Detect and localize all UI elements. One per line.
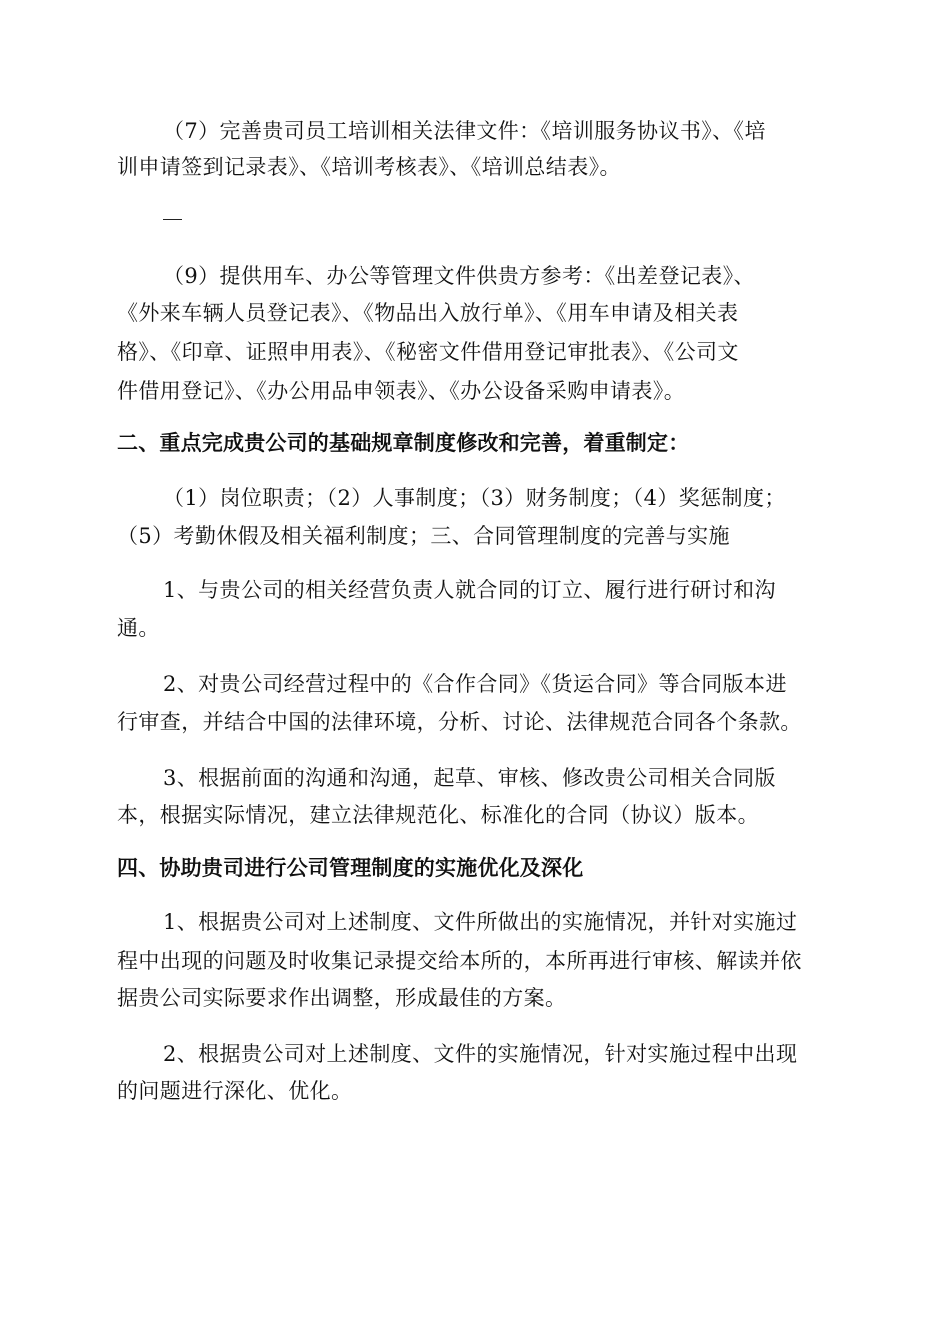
contract-item-1-line-1: 1、与贵公司的相关经营负责人就合同的订立、履行进行研讨和沟 [163, 578, 776, 602]
section-4-item-2-line-1: 2、根据贵公司对上述制度、文件的实施情况，针对实施过程中出现 [163, 1042, 798, 1066]
separator-dash [163, 219, 182, 220]
section-4-item-1-line-2: 程中出现的问题及时收集记录提交给本所的，本所再进行审核、解读并依 [117, 949, 802, 973]
contract-item-3-line-2: 本，根据实际情况，建立法律规范化、标准化的合同（协议）版本。 [117, 803, 759, 827]
section-4-item-1-line-1: 1、根据贵公司对上述制度、文件所做出的实施情况，并针对实施过 [163, 910, 798, 934]
contract-item-2-line-2: 行审查，并结合中国的法律环境，分析、讨论、法律规范合同各个条款。 [117, 710, 802, 734]
contract-item-2-line-1: 2、对贵公司经营过程中的《合作合同》《货运合同》等合同版本进 [163, 672, 787, 696]
contract-item-1-line-2: 通。 [117, 616, 160, 640]
paragraph-7-line-1: （7）完善贵司员工培训相关法律文件：《培训服务协议书》、《培 [163, 119, 766, 143]
section-2-items-line-2: （5）考勤休假及相关福利制度；三、合同管理制度的完善与实施 [117, 524, 730, 548]
contract-item-3-line-1: 3、根据前面的沟通和沟通，起草、审核、修改贵公司相关合同版 [163, 766, 776, 790]
section-4-item-2-line-2: 的问题进行深化、优化。 [117, 1079, 353, 1103]
paragraph-7-line-2: 训申请签到记录表》、《培训考核表》、《培训总结表》。 [117, 155, 621, 179]
paragraph-9-line-2: 《外来车辆人员登记表》、《物品出入放行单》、《用车申请及相关表 [117, 301, 739, 325]
section-heading-4: 四、协助贵司进行公司管理制度的实施优化及深化 [117, 856, 584, 880]
paragraph-9-line-4: 件借用登记》、《办公用品申领表》、《办公设备采购申请表》。 [117, 379, 686, 403]
section-heading-2: 二、重点完成贵公司的基础规章制度修改和完善，着重制定： [117, 431, 690, 455]
section-4-item-1-line-3: 据贵公司实际要求作出调整，形成最佳的方案。 [117, 986, 567, 1010]
paragraph-9-line-3: 格》、《印章、证照申用表》、《秘密文件借用登记审批表》、《公司文 [117, 340, 739, 364]
paragraph-9-line-1: （9）提供用车、办公等管理文件供贵方参考：《出差登记表》、 [163, 264, 755, 288]
section-2-items-line-1: （1）岗位职责；（2）人事制度；（3）财务制度；（4）奖惩制度； [163, 486, 786, 510]
